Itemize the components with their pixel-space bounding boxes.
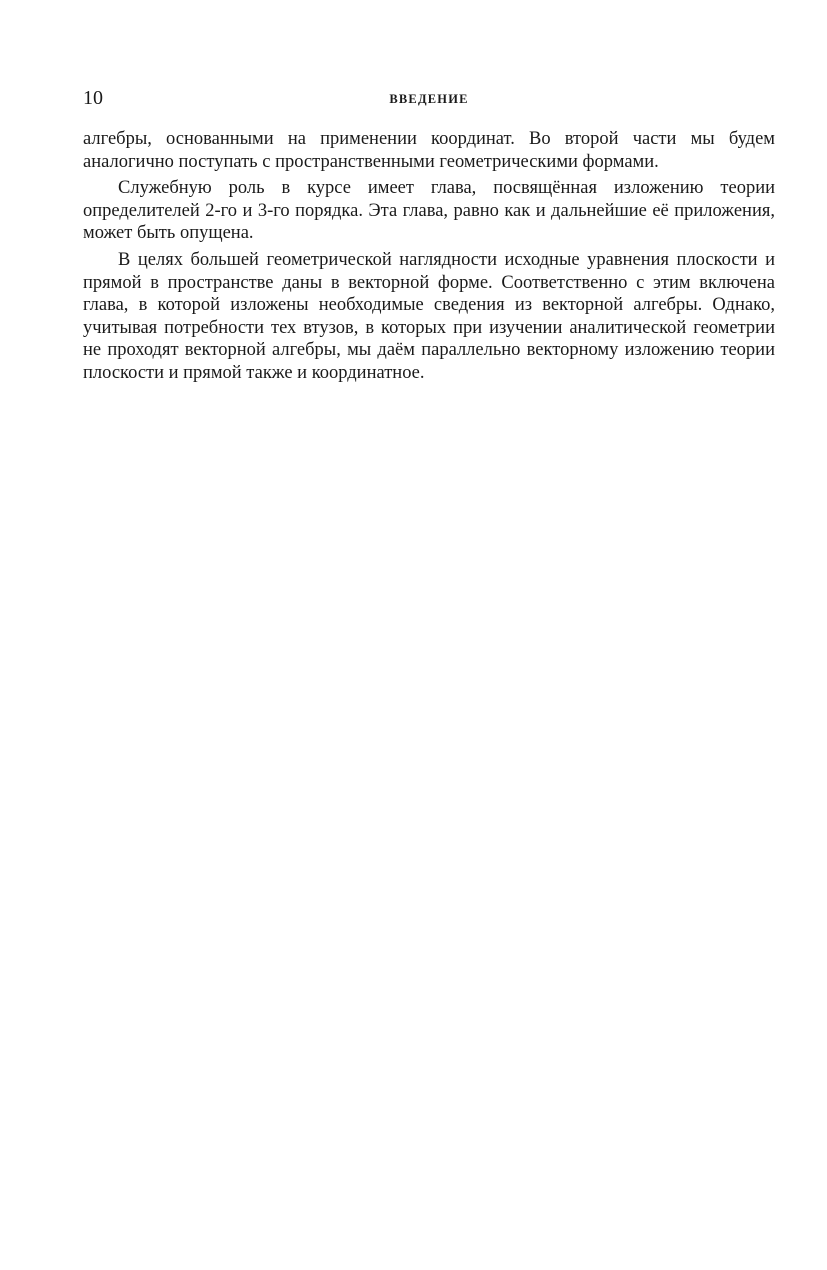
page-header	[83, 86, 775, 112]
paragraph-continued: алгебры, основанными на применении координат. Во второй части мы будем аналогично поступать с пространственными геометрическими формами.	[83, 129, 775, 172]
body-text	[83, 128, 775, 389]
paragraph: Служебную роль в курсе имеет глава, посвящённая изложению теории определителей 2-го и 3-го порядка. Эта глава, равно как и дальнейшие её приложения, может быть опущена.	[83, 178, 775, 244]
running-head: ВВЕДЕНИЕ	[389, 92, 469, 106]
page-number: 10	[83, 87, 103, 109]
paragraph: В целях большей геометрической наглядности исходные уравнения плоскости и прямой в пространстве даны в векторной форме. Соответственно с этим включена глава, в которой изложены необходимые сведения из векторной алгебры. Однако, учитывая потребности тех втузов, в которых при изучении аналитической геометрии не проходят векторной алгебры, мы даём параллельно векторному изложению теории плоскости и прямой также и координатное.	[83, 249, 775, 383]
